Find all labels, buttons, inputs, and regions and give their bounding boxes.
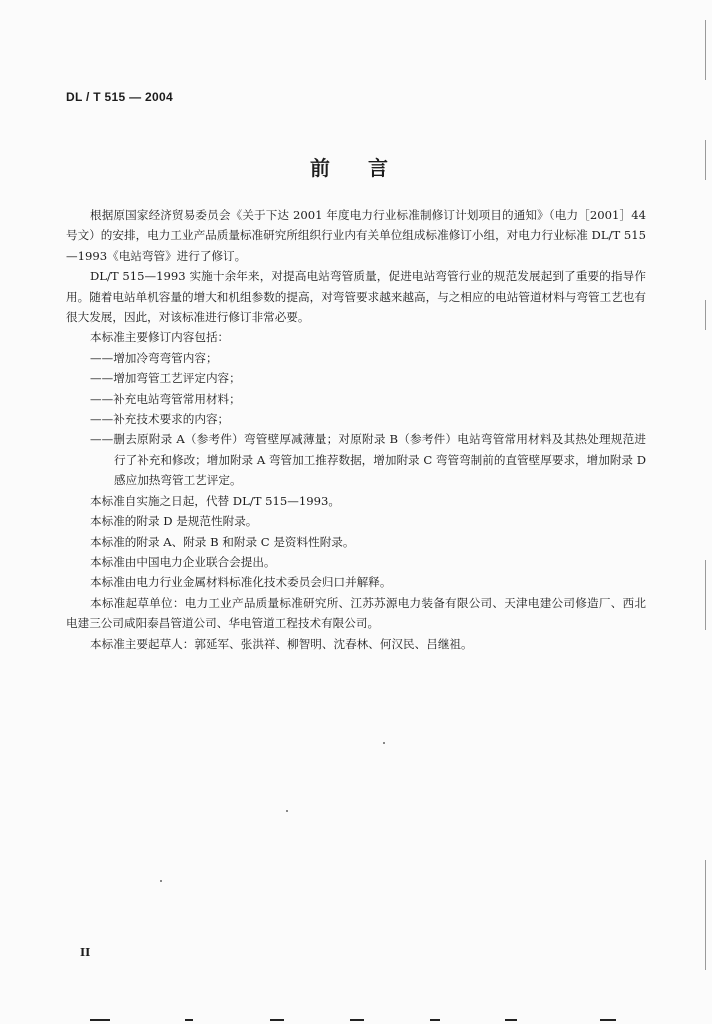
paragraph-normative-annex: 本标准的附录 D 是规范性附录。: [90, 514, 258, 529]
scan-speck: [286, 810, 288, 812]
paragraph-proposed-by: 本标准由中国电力企业联合会提出。: [90, 554, 276, 569]
scan-edge-mark: [705, 860, 706, 970]
scan-edge-mark: [705, 140, 706, 180]
page-number: II: [80, 946, 91, 959]
revision-item-2: ——增加弯管工艺评定内容；: [90, 371, 241, 386]
paragraph-background: DL/T 515—1993 实施十余年来，对提高电站弯管质量，促进电站弯管行业的规范发展起到了重要的指导作用。随着电站单机容量的增大和机组参数的提高，对弯管要求越来越高，与之相应的电站管道材料与弯管工艺也有很大发展，因此，对该标准进行修订非常必要。: [66, 269, 646, 325]
document-code-header: DL / T 515 — 2004: [66, 90, 173, 104]
scan-speck: [383, 742, 385, 744]
scan-edge-mark: [705, 20, 706, 80]
revision-item-5: ——删去原附录 A（参考件）弯管壁厚减薄量；对原附录 B（参考件）电站弯管常用材料及其热处理规范进行了补充和修改；增加附录 A 弯管加工推荐数据，增加附录 C 弯管弯制前的直管壁厚要求，增加附录 D 感应加热弯管工艺评定。: [90, 432, 646, 488]
paragraph-drafting-units: 本标准起草单位：电力工业产品质量标准研究所、江苏苏源电力装备有限公司、天津电建公司修造厂、西北电建三公司咸阳泰昌管道公司、华电管道工程技术有限公司。: [66, 595, 646, 631]
revision-item-3: ——补充电站弯管常用材料；: [90, 391, 241, 406]
revision-item-1: ——增加冷弯弯管内容；: [90, 350, 218, 365]
paragraph-revision-intro: 本标准主要修订内容包括：: [90, 330, 230, 345]
paragraph-informative-annexes: 本标准的附录 A、附录 B 和附录 C 是资料性附录。: [90, 534, 355, 549]
section-title: 前言: [310, 156, 426, 180]
paragraph-drafters: 本标准主要起草人：郭延军、张洪祥、柳智明、沈春林、何汉民、吕继祖。: [90, 636, 473, 651]
paragraph-revision-basis: 根据原国家经济贸易委员会《关于下达 2001 年度电力行业标准制修订计划项目的通知》（电力［2001］44 号文）的安排，电力工业产品质量标准研究所组织行业内有关单位组成标准修订小组，对电力行业标准 DL/T 515—1993《电站弯管》进行了修订。: [66, 208, 646, 263]
bottom-scan-marks: [0, 1015, 712, 1024]
preface-body: [66, 205, 646, 654]
paragraph-supersedes: 本标准自实施之日起，代替 DL/T 515—1993。: [90, 493, 340, 508]
scan-edge-mark: [705, 300, 706, 330]
revision-item-4: ——补充技术要求的内容；: [90, 412, 230, 427]
paragraph-administered-by: 本标准由电力行业金属材料标准化技术委员会归口并解释。: [90, 575, 392, 590]
scan-edge-mark: [705, 560, 706, 630]
scan-speck: [160, 880, 162, 882]
